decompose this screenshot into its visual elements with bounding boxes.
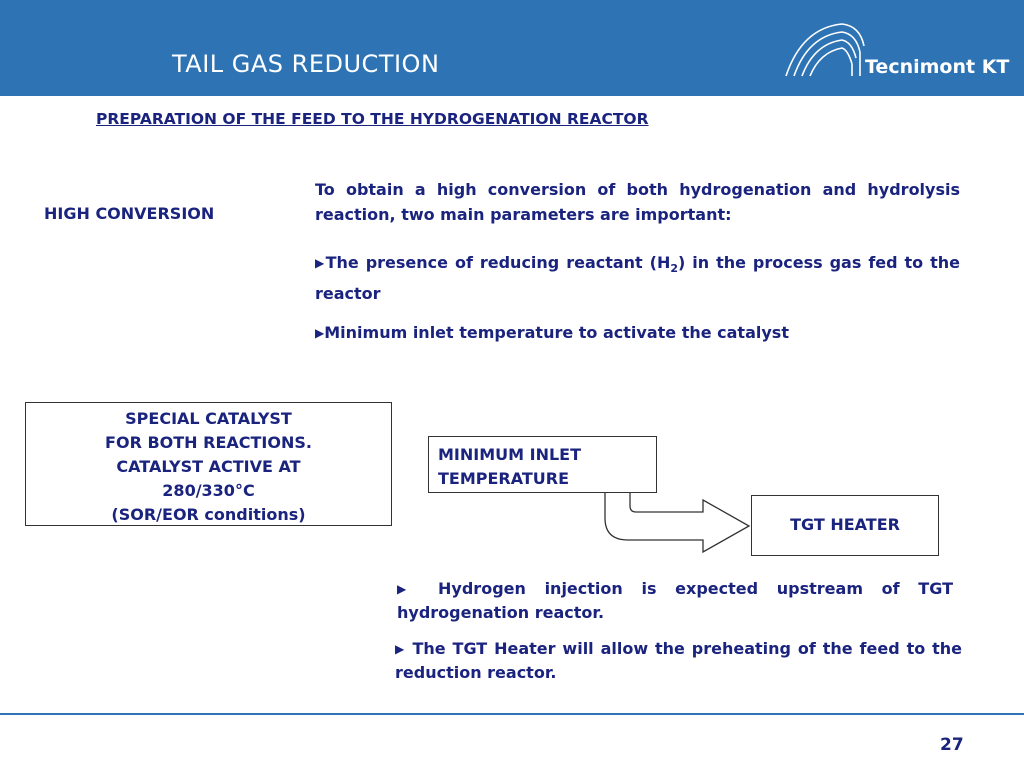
footer-divider <box>0 713 1024 715</box>
subscript-two: 2 <box>670 262 679 276</box>
bullet-temperature-text: Minimum inlet temperature to activate the catalyst <box>324 323 789 342</box>
minimum-inlet-temperature-box <box>428 436 657 493</box>
triangle-right-icon: ▶ <box>397 582 420 596</box>
section-subtitle: PREPARATION OF THE FEED TO THE HYDROGENATION REACTOR <box>96 110 649 128</box>
mit-line: TEMPERATURE <box>438 469 570 488</box>
bullet-temperature <box>315 320 960 346</box>
slide-title: TAIL GAS REDUCTION <box>172 50 440 78</box>
logo-text: Tecnimont KT <box>865 56 1010 78</box>
catalyst-line: SPECIAL CATALYST <box>125 409 292 428</box>
note-hydrogen-text: Hydrogen injection is expected upstream of TGT hydrogenation reactor. <box>397 579 953 622</box>
triangle-right-icon: ▶ <box>315 256 326 270</box>
flow-arrow-icon <box>600 490 755 555</box>
note-tgt-heater <box>395 637 962 685</box>
catalyst-box <box>25 402 392 526</box>
triangle-right-icon: ▶ <box>395 642 406 656</box>
bullet-hydrogen-text-b: ) in the process gas fed to the reactor <box>315 253 960 304</box>
catalyst-line: CATALYST ACTIVE AT <box>116 457 301 476</box>
header-bar <box>0 0 1024 96</box>
bullet-hydrogen <box>315 250 960 306</box>
note-hydrogen-injection <box>397 577 953 625</box>
triangle-right-icon: ▶ <box>315 326 325 340</box>
mit-line: MINIMUM INLET <box>438 445 582 464</box>
bullet-hydrogen-text-a: The presence of reducing reactant (H <box>325 253 671 272</box>
catalyst-line: 280/330°C <box>162 481 255 500</box>
tgt-heater-box: TGT HEATER <box>751 495 939 556</box>
note-tgt-heater-text: The TGT Heater will allow the preheating of the feed to the reduction reactor. <box>395 639 962 682</box>
catalyst-line: (SOR/EOR conditions) <box>111 505 306 524</box>
page-number: 27 <box>940 735 964 755</box>
intro-paragraph: To obtain a high conversion of both hydrogenation and hydrolysis reaction, two main parameters are important: <box>315 180 960 224</box>
high-conversion-label: HIGH CONVERSION <box>44 204 215 223</box>
catalyst-line: FOR BOTH REACTIONS. <box>105 433 312 452</box>
